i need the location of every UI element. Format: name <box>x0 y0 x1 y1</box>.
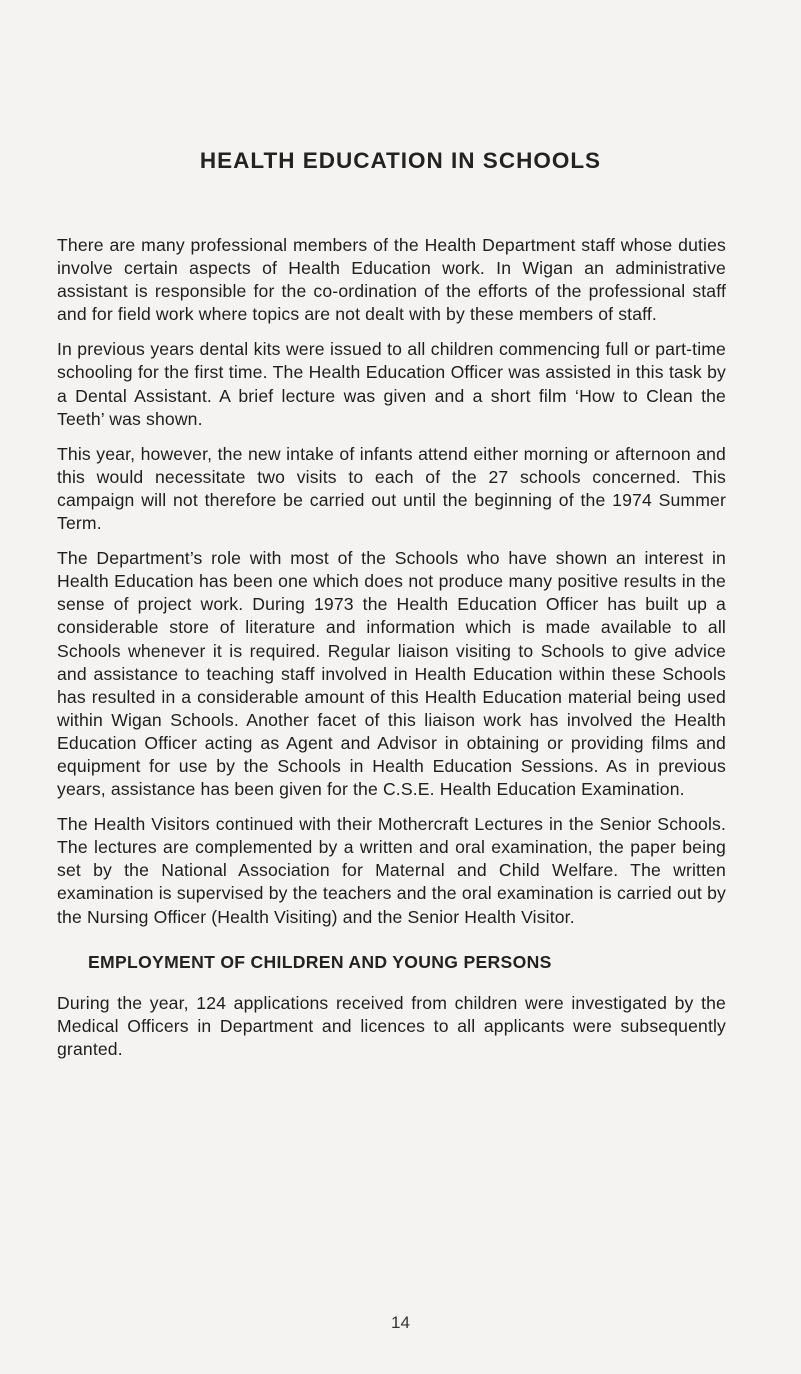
paragraph-new-intake: This year, however, the new intake of infants attend either morning or afternoon and this would necessitate two visits to each of the 27 schools concerned. This campaign will not therefore be carried out until the beginning of the 1974 Summer Term. <box>57 443 726 534</box>
page-number: 14 <box>391 1313 410 1332</box>
section-heading-employment: EMPLOYMENT OF CHILDREN AND YOUNG PERSONS <box>88 951 552 972</box>
paragraph-health-visitors: The Health Visitors continued with their Mothercraft Lectures in the Senior Schools. The lectures are complemented by a written and oral examination, the paper being set by the National Association for Maternal and Child Welfare. The written examination is supervised by the teachers and the oral examination is carried out by the Nursing Officer (Health Visiting) and the Senior Health Visitor. <box>57 814 726 927</box>
paragraph-dental-kits: In previous years dental kits were issued to all children commencing full or part-time schooling for the first time. The Health Education Officer was assisted in this task by a Dental Assistant. A brief lecture was given and a short film ‘How to Clean the Teeth’ was shown. <box>57 339 726 429</box>
document-body <box>57 234 726 1073</box>
paragraph-staff-duties: There are many professional members of the Health Department staff whose duties involve certain aspects of Health Education work. In Wigan an administrative assistant is responsible for the co-ordination of the efforts of the professional staff and for field work where topics are not dealt with by these members of staff. <box>57 235 726 325</box>
paragraph-employment: During the year, 124 applications received from children were investigated by the Medical Officers in Department and licences to all applicants were subsequently granted. <box>57 992 726 1059</box>
page-title: HEALTH EDUCATION IN SCHOOLS <box>199 148 602 173</box>
paragraph-department-role: The Department’s role with most of the Schools who have shown an interest in Health Education has been one which does not produce many positive results in the sense of project work. During 1973 the Health Education Officer has built up a considerable store of literature and information which is made available to all Schools whenever it is required. Regular liaison visiting to Schools to give advice and assistance to teaching staff involved in Health Education within these Schools has resulted in a considerable amount of this Health Education material being used within Wigan Schools. Another facet of this liaison work has involved the Health Education Officer acting as Agent and Advisor in obtaining or providing films and equipment for use by the Schools in Health Education Sessions. As in previous years, assistance has been given for the C.S.E. Health Education Examination. <box>57 548 726 800</box>
